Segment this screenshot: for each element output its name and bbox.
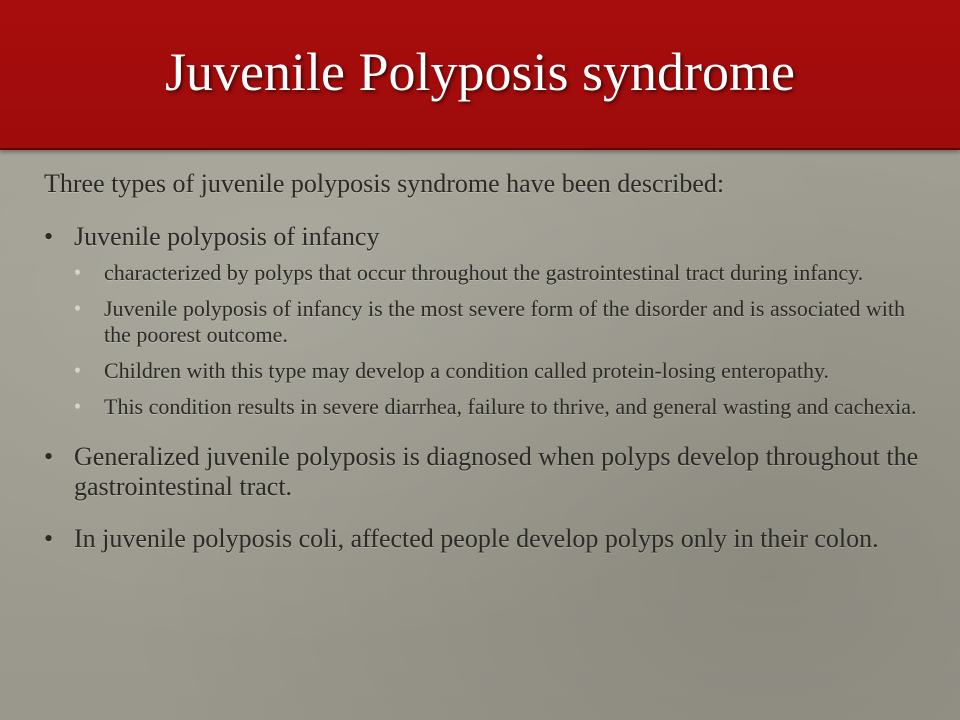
sub-bullet-icon: •: [74, 360, 82, 382]
bullet-icon: •: [44, 442, 54, 471]
intro-text: Three types of juvenile polyposis syndrome have been described:: [44, 169, 725, 198]
sub-bullet-text: Juvenile polyposis of infancy is the most severe form of the disorder and is associated with the poorest outcome.: [104, 296, 905, 347]
sub-bullet-icon: •: [74, 396, 82, 418]
title-bar: [0, 0, 960, 150]
bullet-text: Juvenile polyposis of infancy: [74, 222, 380, 251]
slide-content: [44, 168, 934, 576]
sub-bullet-text: Children with this type may develop a condition called protein-losing enteropathy.: [104, 358, 830, 383]
bullet-item: [44, 222, 934, 420]
bullet-icon: •: [44, 524, 54, 553]
sub-bullet-item: [74, 296, 934, 348]
bullet-text: Generalized juvenile polyposis is diagnosed when polyps develop throughout the gastrointestinal tract.: [74, 442, 919, 501]
sub-bullet-item: [74, 394, 934, 420]
sub-bullet-text: characterized by polyps that occur throughout the gastrointestinal tract during infancy.: [104, 260, 864, 285]
sub-bullet-item: [74, 260, 934, 286]
bullet-icon: •: [44, 222, 54, 251]
bullet-item: [44, 524, 934, 554]
bullet-text: In juvenile polyposis coli, affected people develop polyps only in their colon.: [74, 524, 879, 553]
sub-bullet-item: [74, 358, 934, 384]
sub-bullet-icon: •: [74, 262, 82, 284]
bullet-item: [44, 442, 934, 502]
sub-bullet-icon: •: [74, 298, 82, 320]
slide-title: Juvenile Polyposis syndrome: [165, 42, 795, 102]
bullet-list: [44, 222, 934, 554]
sub-bullet-text: This condition results in severe diarrhea, failure to thrive, and general wasting and cachexia.: [104, 394, 917, 419]
sub-bullet-list: [74, 260, 934, 420]
